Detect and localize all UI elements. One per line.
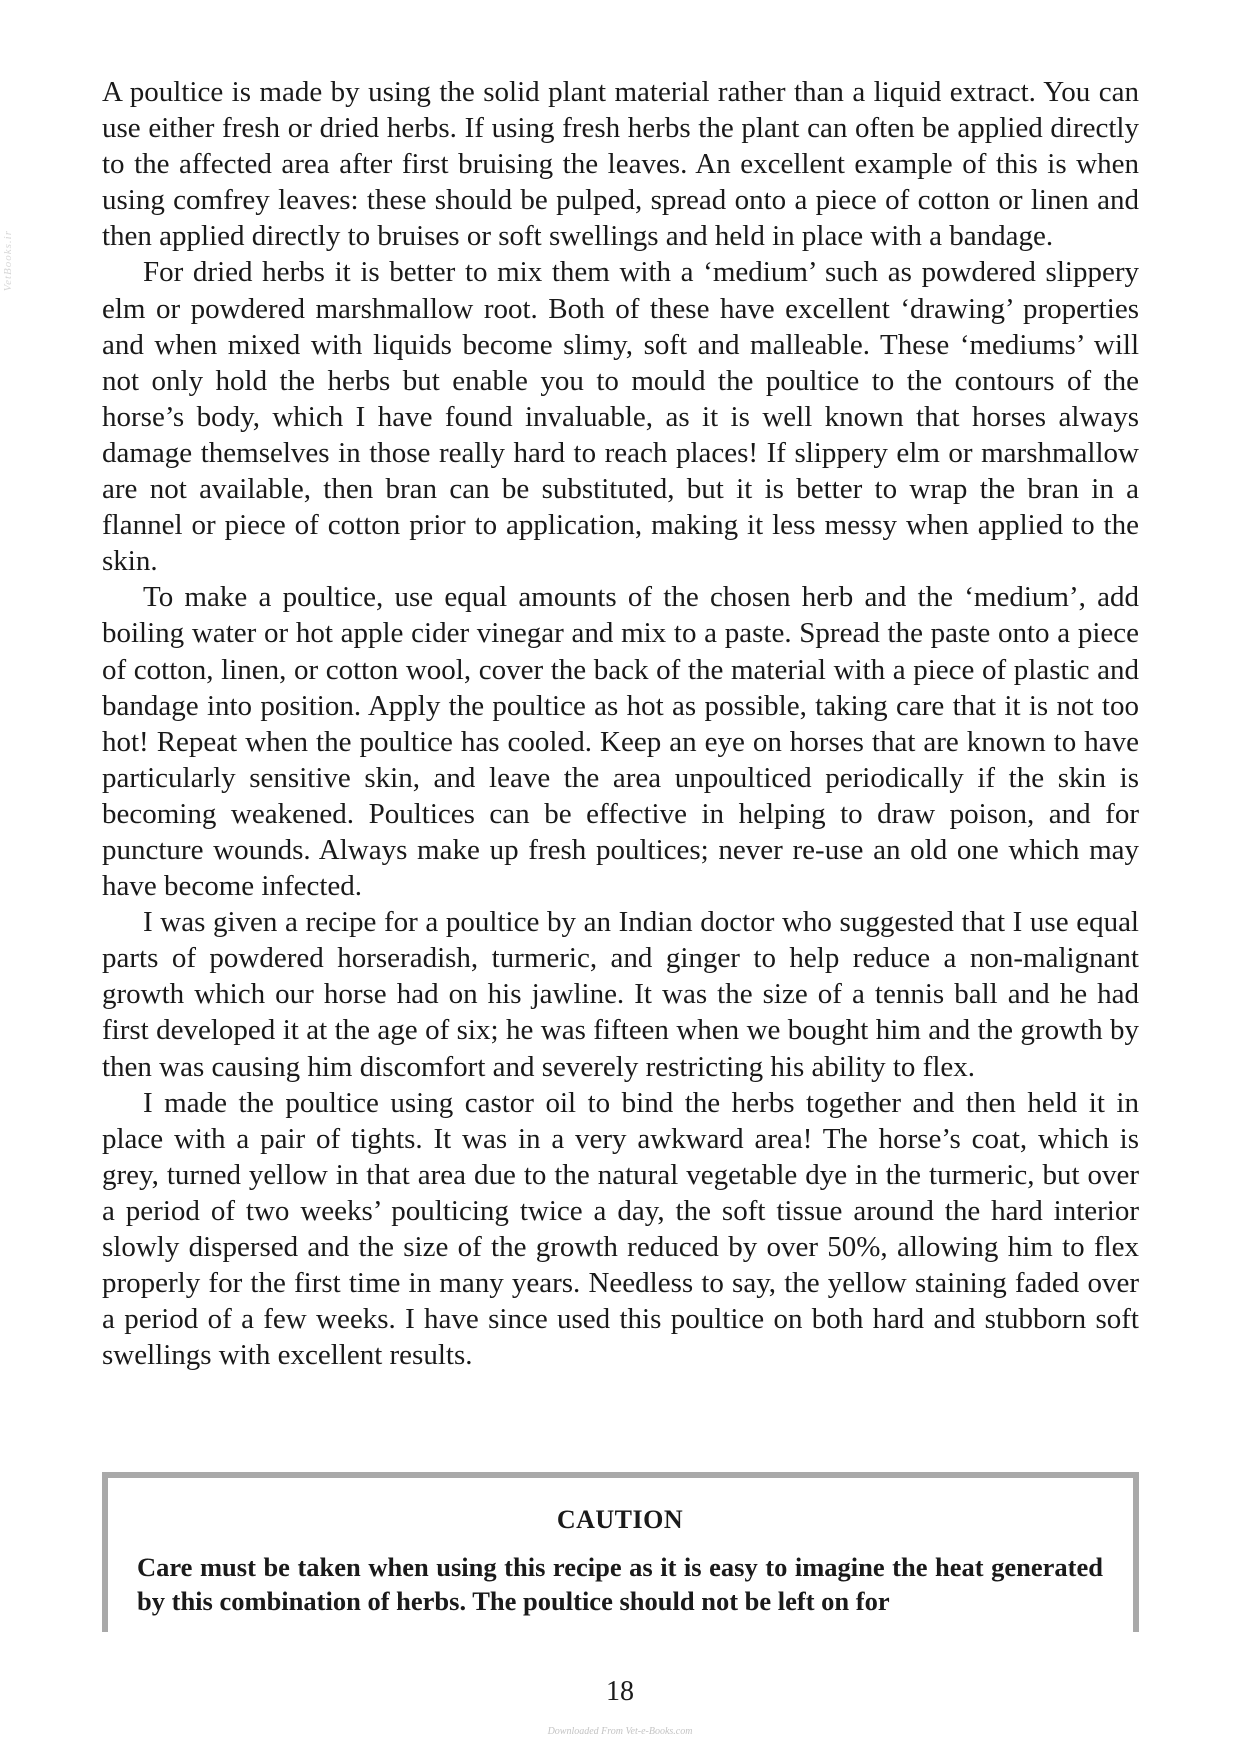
caution-box [102, 1472, 1139, 1632]
paragraph-indian-recipe: I was given a recipe for a poultice by an Indian doctor who suggested that I use equal parts of powdered horseradish, turmeric, and ginger to help reduce a non-malignant growth which our horse had on his jawline. It was the size of a tennis ball and he had first developed it at the age of six; he was fifteen when we bought him and the growth by then was causing him discomfort and severely restricting his ability to flex. [102, 906, 1139, 1083]
page-number: 18 [606, 1676, 634, 1707]
paragraph-dried-herbs: For dried herbs it is better to mix them with a ‘medium’ such as powdered slippery elm or powdered marshmallow root. Both of these have excellent ‘drawing’ properties and when mixed with liquids become slimy, soft and malleable. These ‘mediums’ will not only hold the herbs but enable you to mould the poultice to the contours of the horse’s body, which I have found invaluable, as it is well known that horses always damage themselves in those really hard to reach places! If slippery elm or marshmallow are not available, then bran can be substituted, but it is better to wrap the bran in a flannel or piece of cotton prior to application, making it less messy when applied to the skin. [102, 256, 1139, 578]
paragraph-poultice-intro: A poultice is made by using the solid plant material rather than a liquid extract. You can use either fresh or dried herbs. If using fresh herbs the plant can often be applied directly to the affected area after first bruising the leaves. An excellent example of this is when using comfrey leaves: these should be pulped, spread onto a piece of cotton or linen and then applied directly to bruises or soft swellings and held in place with a bandage. [102, 76, 1139, 253]
footer-watermark: Downloaded From Vet-e-Books.com [547, 1726, 693, 1737]
side-watermark: VetBooks.ir [2, 230, 14, 292]
paragraph-castor-oil: I made the poultice using castor oil to bind the herbs together and then held it in place with a pair of tights. It was in a very awkward area! The horse’s coat, which is grey, turned yellow in that area due to the natural vegetable dye in the turmeric, but over a period of two weeks’ poulticing twice a day, the soft tissue around the hard interior slowly dispersed and the size of the growth reduced by over 50%, allowing him to flex properly for the first time in many years. Needless to say, the yellow staining faded over a period of a few weeks. I have since used this poultice on both hard and stubborn soft swellings with excellent results. [102, 1086, 1139, 1372]
body-text [102, 74, 1139, 1373]
caution-text: Care must be taken when using this recipe as it is easy to imagine the heat generated by this combination of herbs. The poultice should not be left on for [137, 1552, 1103, 1616]
paragraph-making-poultice: To make a poultice, use equal amounts of the chosen herb and the ‘medium’, add boiling water or hot apple cider vinegar and mix to a paste. Spread the paste onto a piece of cotton, linen, or cotton wool, cover the back of the material with a piece of plastic and bandage into position. Apply the poultice as hot as possible, taking care that it is not too hot! Repeat when the poultice has cooled. Keep an eye on horses that are known to have particularly sensitive skin, and leave the area unpoulticed periodically if the skin is becoming weakened. Poultices can be effective in helping to draw poison, and for puncture wounds. Always make up fresh poultices; never re-use an old one which may have become infected. [102, 581, 1139, 903]
caution-title: CAUTION [556, 1505, 684, 1534]
